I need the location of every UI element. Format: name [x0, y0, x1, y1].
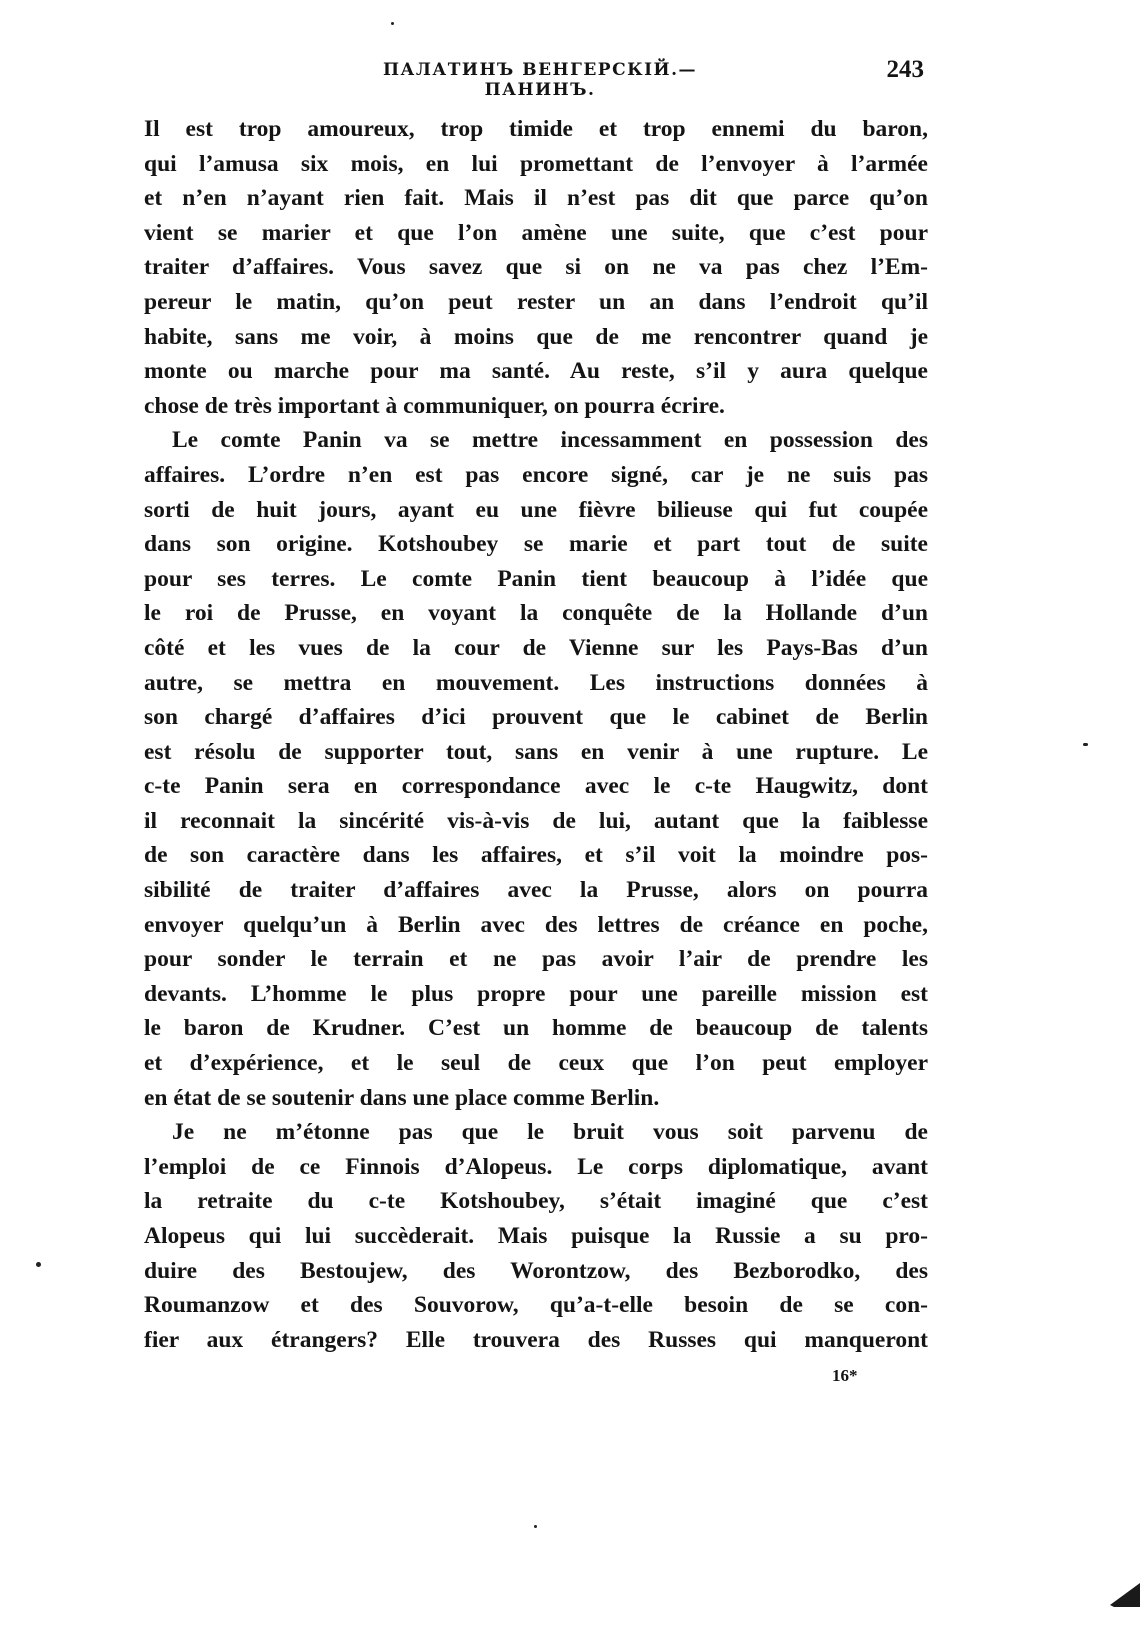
text-line: la retraite du c-te Kotshoubey, s’était imaginé que c’est [144, 1188, 928, 1215]
running-head-title: ПАЛАТИНЪ ВЕНГЕРСКІЙ.—ПАНИНЪ. [382, 60, 698, 100]
signature-mark: 16* [832, 1366, 858, 1385]
text-line: duire des Bestoujew, des Worontzow, des Bezborodko, des [144, 1257, 928, 1284]
text-line: pour sonder le terrain et ne pas avoir l’air de prendre les [144, 946, 928, 973]
text-line: devants. L’homme le plus propre pour une pareille mission est [144, 980, 928, 1007]
text-line: l’emploi de ce Finnois d’Alopeus. Le corps diplomatique, avant [144, 1153, 928, 1180]
text-line: envoyer quelqu’un à Berlin avec des lettres de créance en poche, [144, 911, 928, 938]
text-line: pour ses terres. Le comte Panin tient beaucoup à l’idée que [144, 565, 928, 592]
text-line: Roumanzow et des Souvorow, qu’a-t-elle besoin de se con- [144, 1292, 928, 1319]
text-line: est résolu de supporter tout, sans en venir à une rupture. Le [144, 738, 928, 765]
text-line: Je ne m’étonne pas que le bruit vous soit parvenu de [172, 1119, 928, 1146]
text-line: sorti de huit jours, ayant eu une fièvre bilieuse qui fut coupée [144, 496, 928, 523]
print-speck [391, 22, 394, 25]
text-line: traiter d’affaires. Vous savez que si on ne va pas chez l’Em- [144, 254, 928, 281]
text-line: fier aux étrangers? Elle trouvera des Russes qui manqueront [144, 1326, 928, 1353]
text-line: le baron de Krudner. C’est un homme de beaucoup de talents [144, 1015, 928, 1042]
running-head [0, 56, 1140, 100]
body-text [144, 112, 928, 1357]
text-line: Alopeus qui lui succèderait. Mais puisque la Russie a su pro- [144, 1223, 928, 1249]
text-line: Il est trop amoureux, trop timide et trop ennemi du baron, [144, 116, 928, 142]
page-number: 243 [886, 56, 924, 83]
text-line: qui l’amusa six mois, en lui promettant de l’envoyer à l’armée [144, 150, 928, 177]
text-line: habite, sans me voir, à moins que de me rencontrer quand je [144, 323, 928, 350]
text-line: le roi de Prusse, en voyant la conquête de la Hollande d’un [144, 600, 928, 627]
text-line: monte ou marche pour ma santé. Au reste, s’il y aura quelque [144, 358, 928, 385]
text-line: pereur le matin, qu’on peut rester un an dans l’endroit qu’il [144, 288, 928, 315]
text-line: affaires. L’ordre n’en est pas encore signé, car je ne suis pas [144, 461, 928, 488]
print-speck [36, 1262, 41, 1267]
print-speck [1083, 743, 1088, 746]
text-line: en état de se soutenir dans une place comme Berlin. [144, 1084, 660, 1111]
text-line: sibilité de traiter d’affaires avec la Prusse, alors on pourra [144, 877, 928, 904]
print-speck [534, 1525, 537, 1528]
text-line: c-te Panin sera en correspondance avec le c-te Haugwitz, dont [144, 773, 928, 800]
text-line: vient se marier et que l’on amène une suite, que c’est pour [144, 219, 928, 246]
text-line: côté et les vues de la cour de Vienne sur les Pays-Bas d’un [144, 634, 928, 661]
page-corner-mark [1110, 1581, 1140, 1607]
text-line: et n’en n’ayant rien fait. Mais il n’est pas dit que parce qu’on [144, 185, 928, 212]
text-line: autre, se mettra en mouvement. Les instructions données à [144, 669, 928, 696]
text-line: de son caractère dans les affaires, et s’il voit la moindre pos- [144, 842, 928, 869]
text-line: dans son origine. Kotshoubey se marie et part tout de suite [144, 531, 928, 558]
text-line: son chargé d’affaires d’ici prouvent que le cabinet de Berlin [144, 704, 928, 731]
text-line: chose de très important à communiquer, on pourra écrire. [144, 392, 725, 419]
text-line: et d’expérience, et le seul de ceux que l’on peut employer [144, 1050, 928, 1077]
text-line: il reconnait la sincérité vis-à-vis de lui, autant que la faiblesse [144, 807, 928, 834]
text-line: Le comte Panin va se mettre incessamment en possession des [172, 427, 928, 454]
